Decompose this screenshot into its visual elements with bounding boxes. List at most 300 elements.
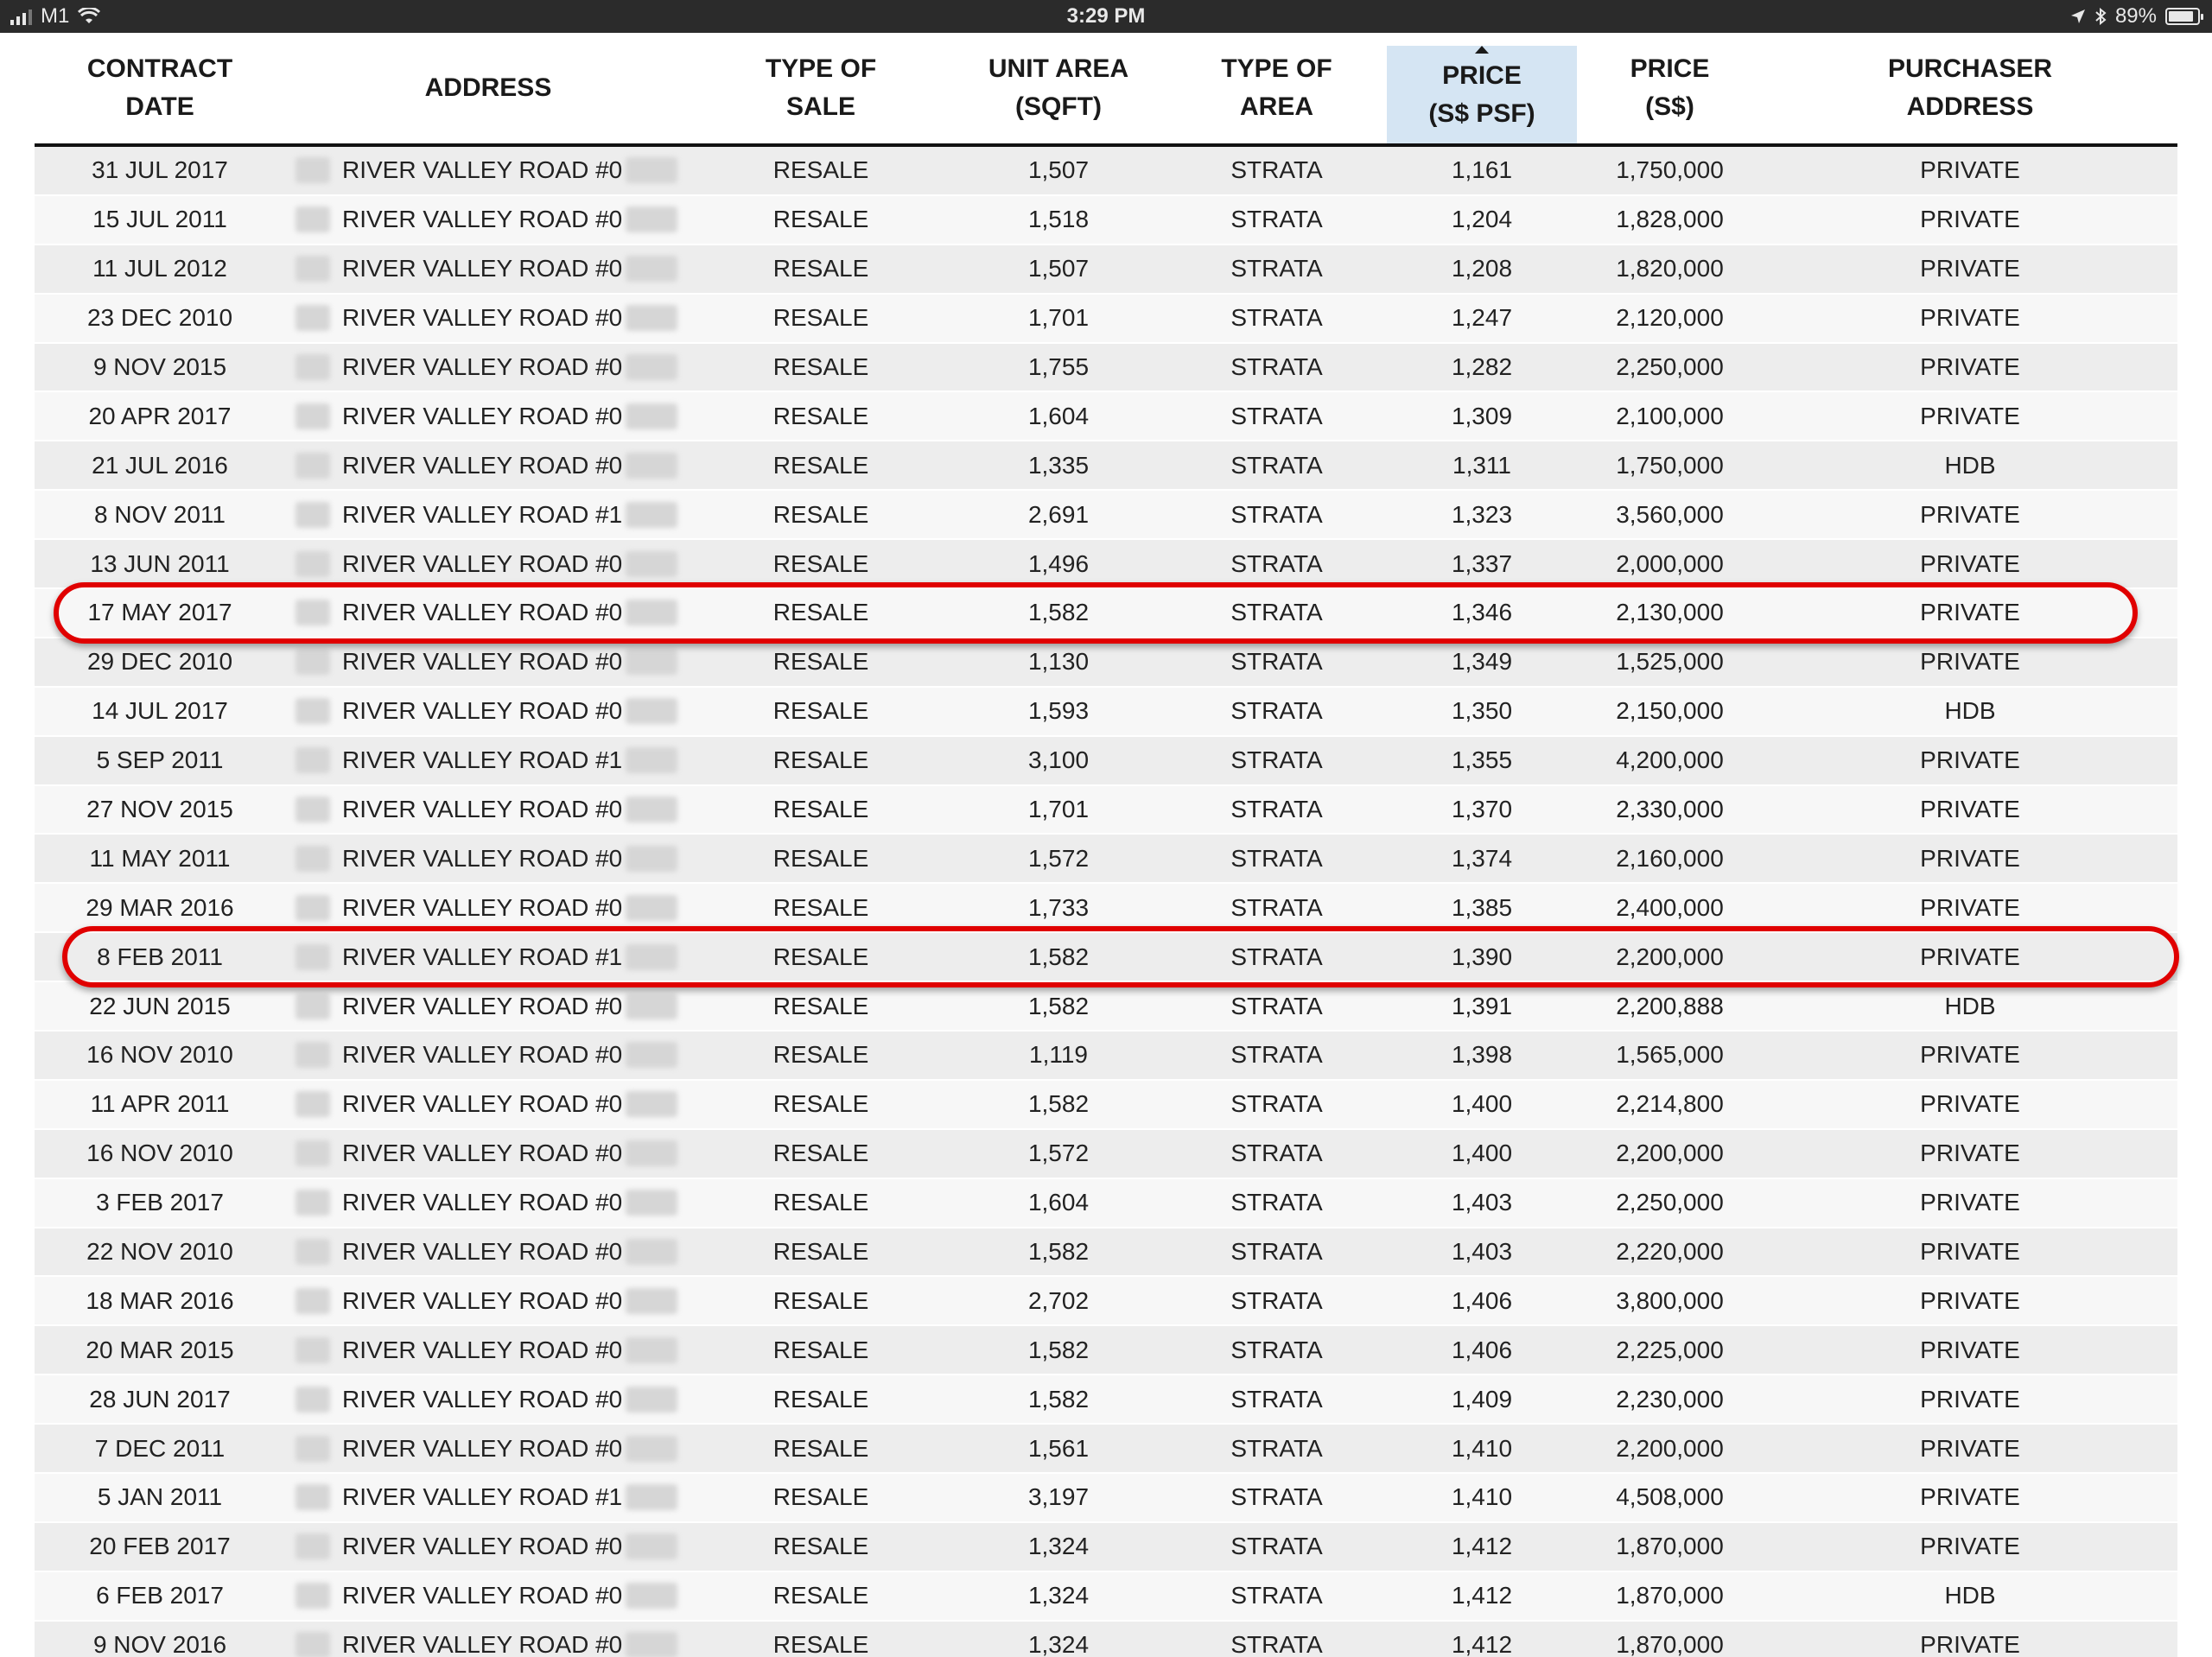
redacted-block-number [296,1042,330,1068]
address-cell [285,1277,691,1324]
redacted-unit-number [626,797,677,822]
contract-date-cell: 16 NOV 2010 [86,1140,233,1167]
address-cell [285,392,691,440]
unit-area-cell: 3,197 [1027,1483,1090,1511]
address-text: RIVER VALLEY ROAD #0 [342,1385,623,1413]
type-of-sale-cell: RESALE [772,796,869,823]
price-cell: 3,560,000 [1616,500,1724,528]
type-of-area-cell: STRATA [1230,599,1323,626]
contract-date-cell: 20 MAR 2015 [86,1336,234,1363]
purchaser-address-cell: PRIVATE [1920,1385,2020,1413]
type-of-sale-cell: RESALE [772,1041,869,1069]
address-text: RIVER VALLEY ROAD #0 [342,206,623,233]
price-psf-cell: 1,398 [1451,1041,1513,1069]
type-of-area-cell: STRATA [1230,304,1323,332]
redacted-unit-number [626,206,677,232]
address-cell [285,884,691,931]
address-cell [285,441,691,489]
contract-date-cell: 3 FEB 2017 [96,1189,224,1216]
sort-ascending-icon [1475,46,1489,54]
address-text: RIVER VALLEY ROAD #0 [342,992,623,1019]
unit-area-cell: 1,324 [1027,1631,1090,1657]
redacted-block-number [296,305,330,331]
address-text: RIVER VALLEY ROAD #0 [342,1238,623,1266]
price-cell: 4,508,000 [1616,1483,1724,1511]
address-cell [285,540,691,587]
address-text: RIVER VALLEY ROAD #0 [342,402,623,429]
type-of-area-cell: STRATA [1230,1336,1323,1363]
type-of-area-cell: STRATA [1230,1582,1323,1609]
type-of-area-cell: STRATA [1230,353,1323,380]
unit-area-cell: 1,582 [1027,943,1090,970]
table-row[interactable] [35,884,2177,933]
redacted-block-number [296,1140,330,1166]
contract-date-cell: 21 JUL 2016 [92,451,228,479]
price-cell: 1,870,000 [1616,1631,1724,1657]
table-row[interactable] [35,982,2177,1032]
table-row[interactable] [35,737,2177,786]
unit-area-cell: 1,572 [1027,1140,1090,1167]
type-of-sale-cell: RESALE [772,746,869,774]
unit-area-cell: 1,572 [1027,844,1090,872]
status-time: 3:29 PM [1066,4,1146,28]
redacted-block-number [296,1337,330,1363]
header-price-psf[interactable] [1387,46,1577,143]
address-cell [285,737,691,784]
redacted-block-number [296,1288,330,1314]
redacted-unit-number [626,1288,677,1314]
contract-date-cell: 6 FEB 2017 [96,1582,224,1609]
table-row[interactable] [35,147,2177,196]
purchaser-address-cell: PRIVATE [1920,304,2020,332]
price-psf-cell: 1,403 [1451,1238,1513,1266]
address-text: RIVER VALLEY ROAD #0 [342,255,623,283]
type-of-area-cell: STRATA [1230,549,1323,577]
address-text: RIVER VALLEY ROAD #0 [342,893,623,921]
battery-icon [2165,8,2200,25]
table-row[interactable] [35,1474,2177,1523]
redacted-block-number [296,1632,330,1657]
unit-area-cell: 1,701 [1027,796,1090,823]
unit-area-cell: 2,702 [1027,1286,1090,1314]
address-cell [285,835,691,882]
header-address[interactable]: ADDRESS [424,73,552,102]
contract-date-cell: 27 NOV 2015 [86,796,233,823]
unit-area-cell: 1,582 [1027,1090,1090,1118]
redacted-unit-number [626,157,677,183]
address-cell [285,589,691,637]
price-psf-cell: 1,390 [1451,943,1513,970]
unit-area-cell: 1,119 [1029,1041,1088,1069]
redacted-block-number [296,944,330,970]
address-text: RIVER VALLEY ROAD #1 [342,746,623,774]
type-of-area-cell: STRATA [1230,648,1323,676]
price-psf-cell: 1,349 [1451,648,1513,676]
unit-area-cell: 2,691 [1027,500,1090,528]
type-of-sale-cell: RESALE [772,1582,869,1609]
table-row[interactable] [35,1228,2177,1278]
table-row[interactable] [35,688,2177,737]
address-cell [285,491,691,538]
header-unit-area[interactable]: UNIT AREA (SQFT) [988,54,1129,121]
price-psf-cell: 1,412 [1451,1631,1513,1657]
redacted-unit-number [626,403,677,429]
purchaser-address-cell: PRIVATE [1920,1483,2020,1511]
address-cell [285,147,691,194]
redacted-block-number [296,1583,330,1609]
redacted-unit-number [626,1239,677,1265]
type-of-area-cell: STRATA [1230,1041,1323,1069]
redacted-unit-number [626,1583,677,1609]
price-cell: 2,000,000 [1616,549,1724,577]
unit-area-cell: 1,604 [1027,1189,1090,1216]
price-psf-cell: 1,282 [1451,353,1513,380]
redacted-unit-number [626,453,677,479]
unit-area-cell: 1,582 [1027,599,1090,626]
contract-date-cell: 16 NOV 2010 [86,1041,233,1069]
price-psf-cell: 1,208 [1451,255,1513,283]
header-contract-date[interactable]: CONTRACT DATE [86,54,233,121]
battery-fill [2169,11,2193,22]
price-psf-cell: 1,391 [1451,992,1513,1019]
unit-area-cell: 1,733 [1027,893,1090,921]
table-row[interactable] [35,1277,2177,1326]
price-psf-cell: 1,346 [1451,599,1513,626]
contract-date-cell: 20 APR 2017 [88,402,232,429]
table-row[interactable] [35,392,2177,441]
price-cell: 1,750,000 [1616,156,1724,184]
address-text: RIVER VALLEY ROAD #0 [342,1533,623,1560]
price-psf-cell: 1,412 [1451,1533,1513,1560]
redacted-unit-number [626,994,677,1019]
purchaser-address-cell: PRIVATE [1920,746,2020,774]
redacted-block-number [296,747,330,773]
contract-date-cell: 18 MAR 2016 [86,1286,234,1314]
type-of-sale-cell: RESALE [772,549,869,577]
price-cell: 2,130,000 [1616,599,1724,626]
redacted-block-number [296,1387,330,1413]
redacted-block-number [296,797,330,822]
address-text: RIVER VALLEY ROAD #0 [342,1286,623,1314]
redacted-block-number [296,1533,330,1559]
redacted-block-number [296,502,330,528]
price-cell: 2,225,000 [1616,1336,1724,1363]
redacted-block-number [296,551,330,577]
price-psf-cell: 1,204 [1451,206,1513,233]
redacted-block-number [296,403,330,429]
transactions-table [35,33,2177,1657]
table-row[interactable] [35,1032,2177,1081]
type-of-area-cell: STRATA [1230,746,1323,774]
contract-date-cell: 29 DEC 2010 [86,648,233,676]
price-psf-cell: 1,247 [1451,304,1513,332]
address-text: RIVER VALLEY ROAD #0 [342,451,623,479]
redacted-block-number [296,206,330,232]
address-cell [285,1228,691,1276]
purchaser-address-cell: PRIVATE [1920,1336,2020,1363]
location-arrow-icon [2070,9,2086,24]
purchaser-address-cell: PRIVATE [1920,156,2020,184]
price-psf-cell: 1,355 [1451,746,1513,774]
contract-date-cell: 14 JUL 2017 [92,697,228,725]
address-cell [285,1425,691,1472]
header-type-of-sale[interactable]: TYPE OF SALE [765,54,877,121]
purchaser-address-cell: PRIVATE [1920,1041,2020,1069]
type-of-sale-cell: RESALE [772,1189,869,1216]
redacted-block-number [296,600,330,625]
table-row[interactable] [35,933,2177,982]
contract-date-cell: 23 DEC 2010 [86,304,233,332]
price-cell: 2,200,888 [1616,992,1724,1019]
address-cell [285,245,691,293]
redacted-unit-number [626,354,677,380]
price-cell: 2,100,000 [1616,402,1724,429]
redacted-unit-number [626,502,677,528]
type-of-area-cell: STRATA [1230,1533,1323,1560]
address-text: RIVER VALLEY ROAD #0 [342,1434,623,1462]
type-of-area-cell: STRATA [1230,796,1323,823]
table-row[interactable] [35,441,2177,491]
redacted-block-number [296,649,330,675]
table-row[interactable] [35,295,2177,344]
unit-area-cell: 1,755 [1027,353,1090,380]
redacted-unit-number [626,1140,677,1166]
redacted-unit-number [626,747,677,773]
redacted-unit-number [626,1632,677,1657]
type-of-area-cell: STRATA [1230,943,1323,970]
price-cell: 2,230,000 [1616,1385,1724,1413]
type-of-sale-cell: RESALE [772,1286,869,1314]
price-cell: 2,400,000 [1616,893,1724,921]
redacted-block-number [296,895,330,921]
address-text: RIVER VALLEY ROAD #1 [342,1483,623,1511]
address-text: RIVER VALLEY ROAD #0 [342,1631,623,1657]
price-cell: 2,200,000 [1616,1140,1724,1167]
price-psf-cell: 1,406 [1451,1286,1513,1314]
address-cell [285,344,691,391]
address-cell [285,1375,691,1423]
type-of-area-cell: STRATA [1230,500,1323,528]
type-of-sale-cell: RESALE [772,893,869,921]
redacted-block-number [296,698,330,724]
address-cell [285,1572,691,1620]
purchaser-address-cell: HDB [1944,697,1996,725]
type-of-area-cell: STRATA [1230,992,1323,1019]
price-psf-cell: 1,403 [1451,1189,1513,1216]
header-purchaser-address[interactable]: PURCHASER ADDRESS [1887,54,2053,121]
type-of-sale-cell: RESALE [772,451,869,479]
price-cell: 1,750,000 [1616,451,1724,479]
address-text: RIVER VALLEY ROAD #0 [342,648,623,676]
purchaser-address-cell: PRIVATE [1920,500,2020,528]
purchaser-address-cell: PRIVATE [1920,1189,2020,1216]
unit-area-cell: 1,701 [1027,304,1090,332]
type-of-area-cell: STRATA [1230,1483,1323,1511]
purchaser-address-cell: PRIVATE [1920,1238,2020,1266]
address-cell [285,1032,691,1079]
table-row[interactable] [35,245,2177,295]
type-of-sale-cell: RESALE [772,353,869,380]
address-text: RIVER VALLEY ROAD #0 [342,1090,623,1118]
type-of-sale-cell: RESALE [772,1533,869,1560]
redacted-block-number [296,846,330,872]
table-header [35,33,2177,147]
contract-date-cell: 28 JUN 2017 [89,1385,231,1413]
redacted-block-number [296,1239,330,1265]
table-row[interactable] [35,1179,2177,1228]
type-of-sale-cell: RESALE [772,1385,869,1413]
price-cell: 2,120,000 [1616,304,1724,332]
contract-date-cell: 22 JUN 2015 [89,992,231,1019]
type-of-area-cell: STRATA [1230,1090,1323,1118]
type-of-area-cell: STRATA [1230,1238,1323,1266]
redacted-unit-number [626,1484,677,1510]
price-cell: 1,870,000 [1616,1582,1724,1609]
redacted-unit-number [626,256,677,282]
purchaser-address-cell: PRIVATE [1920,206,2020,233]
purchaser-address-cell: PRIVATE [1920,353,2020,380]
table-row[interactable] [35,1130,2177,1179]
address-text: RIVER VALLEY ROAD #0 [342,1189,623,1216]
purchaser-address-cell: PRIVATE [1920,402,2020,429]
type-of-sale-cell: RESALE [772,943,869,970]
redacted-unit-number [626,1436,677,1462]
contract-date-cell: 22 NOV 2010 [86,1238,233,1266]
redacted-block-number [296,1436,330,1462]
unit-area-cell: 1,324 [1027,1533,1090,1560]
address-cell [285,933,691,981]
header-type-of-area[interactable]: TYPE OF AREA [1221,54,1332,121]
price-cell: 3,800,000 [1616,1286,1724,1314]
purchaser-address-cell: PRIVATE [1920,549,2020,577]
type-of-area-cell: STRATA [1230,255,1323,283]
redacted-unit-number [626,846,677,872]
unit-area-cell: 1,582 [1027,1385,1090,1413]
type-of-area-cell: STRATA [1230,1140,1323,1167]
contract-date-cell: 8 NOV 2011 [93,500,226,528]
contract-date-cell: 7 DEC 2011 [94,1434,226,1462]
address-text: RIVER VALLEY ROAD #1 [342,500,623,528]
unit-area-cell: 1,130 [1027,648,1090,676]
table-row[interactable] [35,1425,2177,1474]
price-psf-cell: 1,374 [1451,844,1513,872]
contract-date-cell: 8 FEB 2011 [97,943,223,970]
contract-date-cell: 5 JAN 2011 [97,1483,223,1511]
purchaser-address-cell: PRIVATE [1920,1533,2020,1560]
contract-date-cell: 20 FEB 2017 [89,1533,231,1560]
contract-date-cell: 9 NOV 2015 [92,353,227,380]
type-of-area-cell: STRATA [1230,844,1323,872]
address-cell [285,688,691,735]
table-row[interactable] [35,786,2177,835]
price-psf-cell: 1,406 [1451,1336,1513,1363]
table-row[interactable] [35,1375,2177,1425]
purchaser-address-cell: PRIVATE [1920,1286,2020,1314]
unit-area-cell: 1,604 [1027,402,1090,429]
type-of-sale-cell: RESALE [772,1631,869,1657]
price-psf-cell: 1,350 [1451,697,1513,725]
price-cell: 2,150,000 [1616,697,1724,725]
header-price-psf-label: PRICE (S$ PSF) [1428,60,1535,128]
battery-percent: 89% [2114,4,2157,28]
table-row[interactable] [35,1572,2177,1622]
address-cell [285,1326,691,1374]
type-of-area-cell: STRATA [1230,1189,1323,1216]
purchaser-address-cell: PRIVATE [1920,1090,2020,1118]
price-cell: 4,200,000 [1616,746,1724,774]
purchaser-address-cell: PRIVATE [1920,844,2020,872]
address-text: RIVER VALLEY ROAD #0 [342,1041,623,1069]
type-of-sale-cell: RESALE [772,255,869,283]
table-row[interactable] [35,638,2177,688]
redacted-block-number [296,256,330,282]
table-row[interactable] [35,1081,2177,1130]
redacted-unit-number [626,1387,677,1413]
unit-area-cell: 1,593 [1027,697,1090,725]
price-cell: 2,250,000 [1616,1189,1724,1216]
redacted-block-number [296,157,330,183]
carrier-label: M1 [41,4,70,28]
type-of-sale-cell: RESALE [772,844,869,872]
price-cell: 1,565,000 [1616,1041,1724,1069]
address-cell [285,196,691,244]
purchaser-address-cell: HDB [1944,992,1996,1019]
redacted-unit-number [626,551,677,577]
type-of-sale-cell: RESALE [772,304,869,332]
price-psf-cell: 1,400 [1451,1090,1513,1118]
address-cell [285,1130,691,1178]
unit-area-cell: 3,100 [1027,746,1090,774]
unit-area-cell: 1,496 [1027,549,1090,577]
address-text: RIVER VALLEY ROAD #0 [342,844,623,872]
redacted-unit-number [626,1533,677,1559]
unit-area-cell: 1,507 [1027,255,1090,283]
price-psf-cell: 1,400 [1451,1140,1513,1167]
price-psf-cell: 1,412 [1451,1582,1513,1609]
redacted-unit-number [626,1190,677,1216]
table-row[interactable] [35,835,2177,884]
type-of-sale-cell: RESALE [772,1140,869,1167]
purchaser-address-cell: PRIVATE [1920,648,2020,676]
purchaser-address-cell: PRIVATE [1920,796,2020,823]
price-psf-cell: 1,309 [1451,402,1513,429]
type-of-sale-cell: RESALE [772,697,869,725]
table-row[interactable] [35,1523,2177,1572]
table-row[interactable] [35,491,2177,540]
address-cell [285,638,691,686]
header-price[interactable]: PRICE (S$) [1630,54,1710,121]
price-psf-cell: 1,323 [1451,500,1513,528]
contract-date-cell: 11 MAY 2011 [89,844,231,872]
price-psf-cell: 1,311 [1452,451,1511,479]
table-row[interactable] [35,344,2177,393]
purchaser-address-cell: PRIVATE [1920,893,2020,921]
table-row[interactable] [35,1326,2177,1375]
table-row[interactable] [35,540,2177,589]
type-of-sale-cell: RESALE [772,402,869,429]
price-cell: 2,330,000 [1616,796,1724,823]
table-row[interactable] [35,196,2177,245]
type-of-area-cell: STRATA [1230,1434,1323,1462]
type-of-sale-cell: RESALE [772,1336,869,1363]
contract-date-cell: 29 MAR 2016 [86,893,234,921]
redacted-unit-number [626,1091,677,1117]
unit-area-cell: 1,518 [1027,206,1090,233]
table-row[interactable] [35,589,2177,638]
price-cell: 2,160,000 [1616,844,1724,872]
type-of-area-cell: STRATA [1230,206,1323,233]
table-row[interactable] [35,1622,2177,1657]
